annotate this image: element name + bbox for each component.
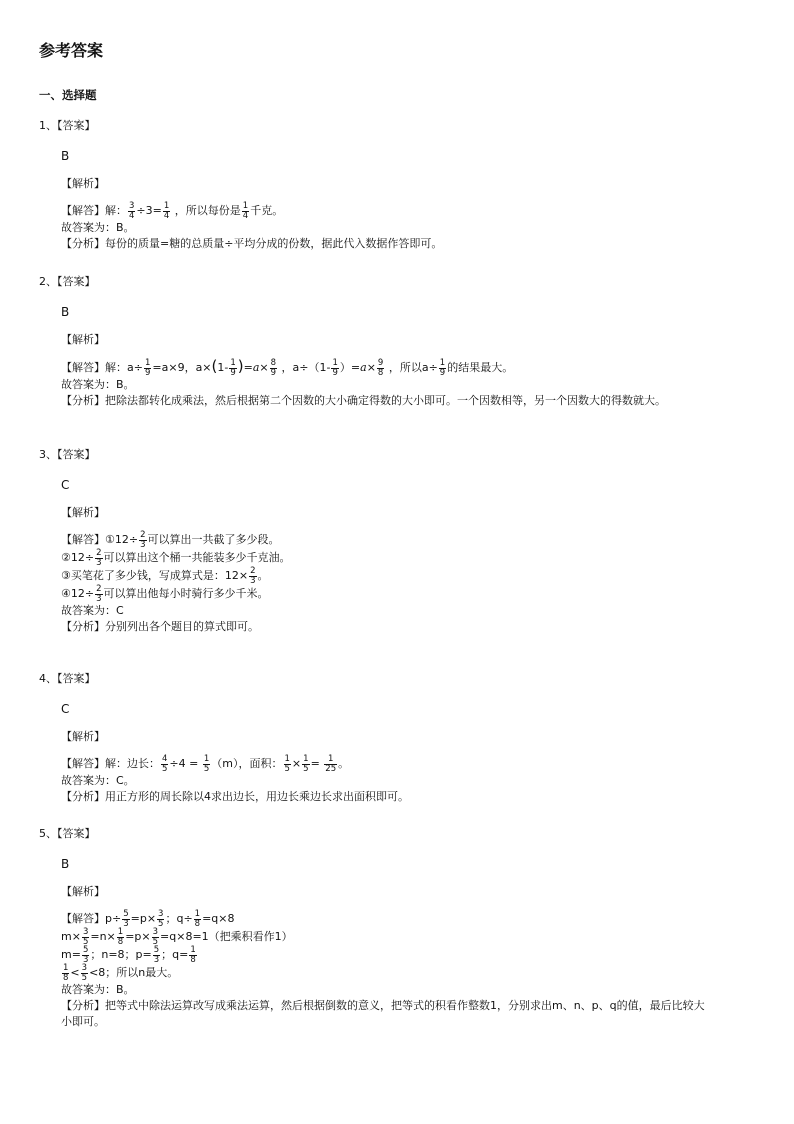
fraction-numerator: 3 <box>152 927 159 937</box>
fraction-numerator: 1 <box>63 963 69 973</box>
fraction-denominator: 3 <box>96 557 102 568</box>
fraction <box>324 755 337 773</box>
text-run: × <box>366 361 376 374</box>
solution-line <box>61 377 759 393</box>
answer-choice: C <box>61 478 70 492</box>
text-run: ，所以a÷ <box>385 361 438 374</box>
text-run: ④12÷ <box>61 587 95 600</box>
solution-line <box>61 964 759 982</box>
fraction-numerator: 3 <box>129 201 135 211</box>
fraction <box>377 359 384 377</box>
solution-line <box>61 910 759 928</box>
text-run: 故答案为：C。 <box>61 774 135 787</box>
fraction-numerator: 1 <box>163 201 170 211</box>
fraction-denominator: 5 <box>162 763 168 774</box>
question-4 <box>39 671 759 805</box>
question-number: 1、 <box>39 119 57 132</box>
text-run: =q×8=1（把乘积看作1） <box>160 930 293 943</box>
fraction-denominator: 5 <box>303 763 309 774</box>
fraction-denominator: 4 <box>163 210 170 221</box>
answer-choice: B <box>61 857 70 871</box>
question-header <box>39 826 759 842</box>
fraction-denominator: 8 <box>190 954 196 965</box>
solution-line <box>61 585 759 603</box>
fraction-numerator: 2 <box>96 584 102 594</box>
fraction <box>152 928 159 946</box>
fraction <box>82 928 89 946</box>
fraction <box>161 755 168 773</box>
text-run: m× <box>61 930 81 943</box>
fraction-numerator: 5 <box>123 909 129 919</box>
text-run: 【解答】解：边长： <box>61 757 160 770</box>
solution-body <box>61 910 759 1030</box>
question-number: 2、 <box>39 275 57 288</box>
fraction-numerator: 3 <box>158 909 164 919</box>
fraction-denominator: 8 <box>117 936 124 947</box>
solution-body <box>61 755 759 805</box>
fraction-numerator: 1 <box>117 927 124 937</box>
fraction-denominator: 4 <box>242 210 249 221</box>
fraction-numerator: 1 <box>303 754 309 764</box>
text-run: 【分析】把等式中除法运算改写成乘法运算，然后根据倒数的意义，把等式的积看作整数1，分别求出m、n、p、q的值，最后比较大小即可。 <box>61 999 705 1028</box>
fraction-denominator: 25 <box>325 763 337 774</box>
fraction-denominator: 4 <box>129 210 135 221</box>
text-run: 【分析】每份的质量=糖的总质量÷平均分成的份数，据此代入数据作答即可。 <box>61 237 443 250</box>
solution-line <box>61 619 759 635</box>
text-run: × <box>291 757 302 770</box>
analysis-label: 【解析】 <box>61 177 105 190</box>
question-5 <box>39 826 759 1030</box>
text-run: （m），面积： <box>211 757 283 770</box>
text-run: =p× <box>125 930 151 943</box>
fraction <box>128 202 135 220</box>
fraction-denominator: 8 <box>63 972 69 983</box>
text-run: = <box>243 361 253 374</box>
text-run: 【分析】把除法都转化成乘法，然后根据第二个因数的大小确定得数的大小即可。一个因数相等，另一个因数大的得数就大。 <box>61 394 666 407</box>
text-run: 的结果最大。 <box>447 361 514 374</box>
question-header <box>39 671 759 687</box>
fraction-numerator: 1 <box>242 201 249 211</box>
fraction-numerator: 1 <box>284 754 290 764</box>
fraction-numerator: 1 <box>203 754 210 764</box>
text-run: ③买笔花了多少钱，写成算式是：12× <box>61 569 249 582</box>
fraction-numerator: 2 <box>250 566 256 576</box>
math-bracket: ( <box>211 357 218 375</box>
solution-line <box>61 928 759 946</box>
fraction <box>189 946 196 964</box>
text-run: 【解答】p÷ <box>61 912 122 925</box>
fraction <box>249 567 256 585</box>
fraction <box>117 928 124 946</box>
fraction-denominator: 5 <box>203 763 210 774</box>
solution-line <box>61 393 711 409</box>
question-header <box>39 447 759 463</box>
text-run: ）= <box>339 361 361 374</box>
answer-label: 【答案】 <box>57 672 96 685</box>
solution-line <box>61 567 759 585</box>
fraction-numerator: 5 <box>153 945 160 955</box>
fraction-numerator: 2 <box>96 548 102 558</box>
solution-line <box>61 236 759 252</box>
fraction-denominator: 3 <box>96 593 102 604</box>
text-run: ，所以每份是 <box>171 204 241 217</box>
answer-choice: B <box>61 149 70 163</box>
solution-line <box>61 603 759 619</box>
question-2 <box>39 274 759 409</box>
text-run: 。 <box>338 757 350 770</box>
analysis-label: 【解析】 <box>61 885 105 898</box>
text-run: 1- <box>217 361 229 374</box>
text-run: ；n=8；p= <box>90 948 152 961</box>
solution-body <box>61 202 759 252</box>
fraction-numerator: 1 <box>324 755 337 765</box>
solution-line <box>61 531 759 549</box>
fraction-denominator: 3 <box>153 954 160 965</box>
fraction <box>302 755 309 773</box>
fraction <box>270 359 277 377</box>
fraction <box>439 359 446 377</box>
fraction <box>122 910 129 928</box>
solution-line <box>61 358 759 377</box>
solution-line <box>61 982 759 998</box>
text-run: 。 <box>257 569 269 582</box>
question-header <box>39 118 759 134</box>
text-run: 千克。 <box>250 204 284 217</box>
fraction <box>144 359 151 377</box>
fraction-denominator: 9 <box>144 367 151 378</box>
text-run: < <box>70 966 80 979</box>
solution-line <box>61 946 759 964</box>
answer-label: 【答案】 <box>57 448 96 461</box>
solution-line <box>61 202 759 220</box>
fraction <box>82 946 89 964</box>
fraction-numerator: 5 <box>82 945 89 955</box>
text-run: ÷4 = <box>169 757 202 770</box>
section-title: 一、选择题 <box>39 88 97 102</box>
text-run: × <box>259 361 269 374</box>
analysis-label: 【解析】 <box>61 333 105 346</box>
question-number: 5、 <box>39 827 57 840</box>
text-run: m= <box>61 948 81 961</box>
fraction-denominator: 3 <box>82 954 89 965</box>
fraction-denominator: 8 <box>377 367 384 378</box>
fraction <box>284 755 291 773</box>
math-variable: a <box>360 361 367 374</box>
text-run: ÷3= <box>136 204 162 217</box>
fraction-denominator: 9 <box>439 367 446 378</box>
text-run: <8；所以n最大。 <box>89 966 179 979</box>
question-header <box>39 274 759 290</box>
solution-line <box>61 755 759 773</box>
fraction-numerator: 4 <box>162 754 168 764</box>
fraction-numerator: 3 <box>81 963 88 973</box>
document-title: 参考答案 <box>39 41 104 60</box>
analysis-label: 【解析】 <box>61 506 105 519</box>
fraction-numerator: 1 <box>439 358 446 368</box>
question-3 <box>39 447 759 635</box>
fraction <box>139 531 146 549</box>
fraction-numerator: 3 <box>82 927 89 937</box>
text-run: =n× <box>90 930 116 943</box>
fraction <box>331 359 338 377</box>
text-run: ；q= <box>161 948 189 961</box>
fraction-denominator: 5 <box>81 972 88 983</box>
solution-line <box>61 789 759 805</box>
fraction-numerator: 1 <box>144 358 151 368</box>
text-run: =p× <box>130 912 157 925</box>
fraction-denominator: 8 <box>194 918 201 929</box>
fraction-numerator: 1 <box>190 945 196 955</box>
solution-line <box>61 998 711 1030</box>
fraction <box>81 964 88 982</box>
text-run: 故答案为：B。 <box>61 378 135 391</box>
fraction <box>157 910 164 928</box>
fraction-denominator: 5 <box>82 936 89 947</box>
fraction <box>95 549 102 567</box>
text-run: ，a÷（1- <box>278 361 331 374</box>
answer-label: 【答案】 <box>57 275 96 288</box>
text-run: =q×8 <box>202 912 235 925</box>
text-run: =a×9，a× <box>152 361 212 374</box>
fraction <box>62 964 69 982</box>
fraction-denominator: 9 <box>230 367 236 378</box>
math-variable: a <box>252 361 260 374</box>
fraction-denominator: 9 <box>270 367 277 378</box>
text-run: 【解答】解： <box>61 204 127 217</box>
text-run: 【分析】用正方形的周长除以4求出边长，用边长乘边长求出面积即可。 <box>61 790 409 803</box>
answer-choice: C <box>61 702 70 716</box>
fraction <box>229 359 236 377</box>
text-run: 【解答】解：a÷ <box>61 361 143 374</box>
fraction-numerator: 1 <box>194 909 201 919</box>
question-1 <box>39 118 759 252</box>
fraction-denominator: 9 <box>332 367 338 378</box>
fraction-numerator: 1 <box>230 358 236 368</box>
solution-body <box>61 531 759 635</box>
answer-label: 【答案】 <box>57 827 96 840</box>
fraction <box>242 202 249 220</box>
text-run: 可以算出这个桶一共能装多少千克油。 <box>103 551 291 564</box>
question-number: 3、 <box>39 448 57 461</box>
answer-label: 【答案】 <box>57 119 96 132</box>
text-run: 故答案为：B。 <box>61 983 135 996</box>
fraction-denominator: 3 <box>123 918 129 929</box>
fraction <box>163 202 170 220</box>
text-run: ②12÷ <box>61 551 95 564</box>
fraction <box>95 585 102 603</box>
fraction-denominator: 5 <box>158 918 164 929</box>
fraction-denominator: 5 <box>152 936 159 947</box>
text-run: 【解答】①12÷ <box>61 533 139 546</box>
solution-body <box>61 358 759 409</box>
text-run: 故答案为：C <box>61 604 124 617</box>
analysis-label: 【解析】 <box>61 730 105 743</box>
fraction <box>153 946 160 964</box>
fraction-numerator: 2 <box>140 530 146 540</box>
fraction-numerator: 9 <box>377 358 384 368</box>
fraction <box>203 755 210 773</box>
text-run: ；q÷ <box>165 912 193 925</box>
solution-line <box>61 549 759 567</box>
fraction-denominator: 3 <box>250 575 256 586</box>
answer-choice: B <box>61 305 70 319</box>
text-run: 故答案为：B。 <box>61 221 135 234</box>
text-run: 【分析】分别列出各个题目的算式即可。 <box>61 620 259 633</box>
fraction-numerator: 8 <box>270 358 277 368</box>
fraction-numerator: 1 <box>332 358 338 368</box>
fraction-denominator: 3 <box>140 539 146 550</box>
fraction <box>194 910 201 928</box>
text-run: 可以算出一共截了多少段。 <box>147 533 280 546</box>
solution-line <box>61 220 759 236</box>
fraction-denominator: 5 <box>284 763 290 774</box>
text-run: 可以算出他每小时骑行多少千米。 <box>103 587 269 600</box>
question-number: 4、 <box>39 672 57 685</box>
text-run: = <box>310 757 324 770</box>
math-bracket: ) <box>237 357 244 375</box>
solution-line <box>61 773 759 789</box>
